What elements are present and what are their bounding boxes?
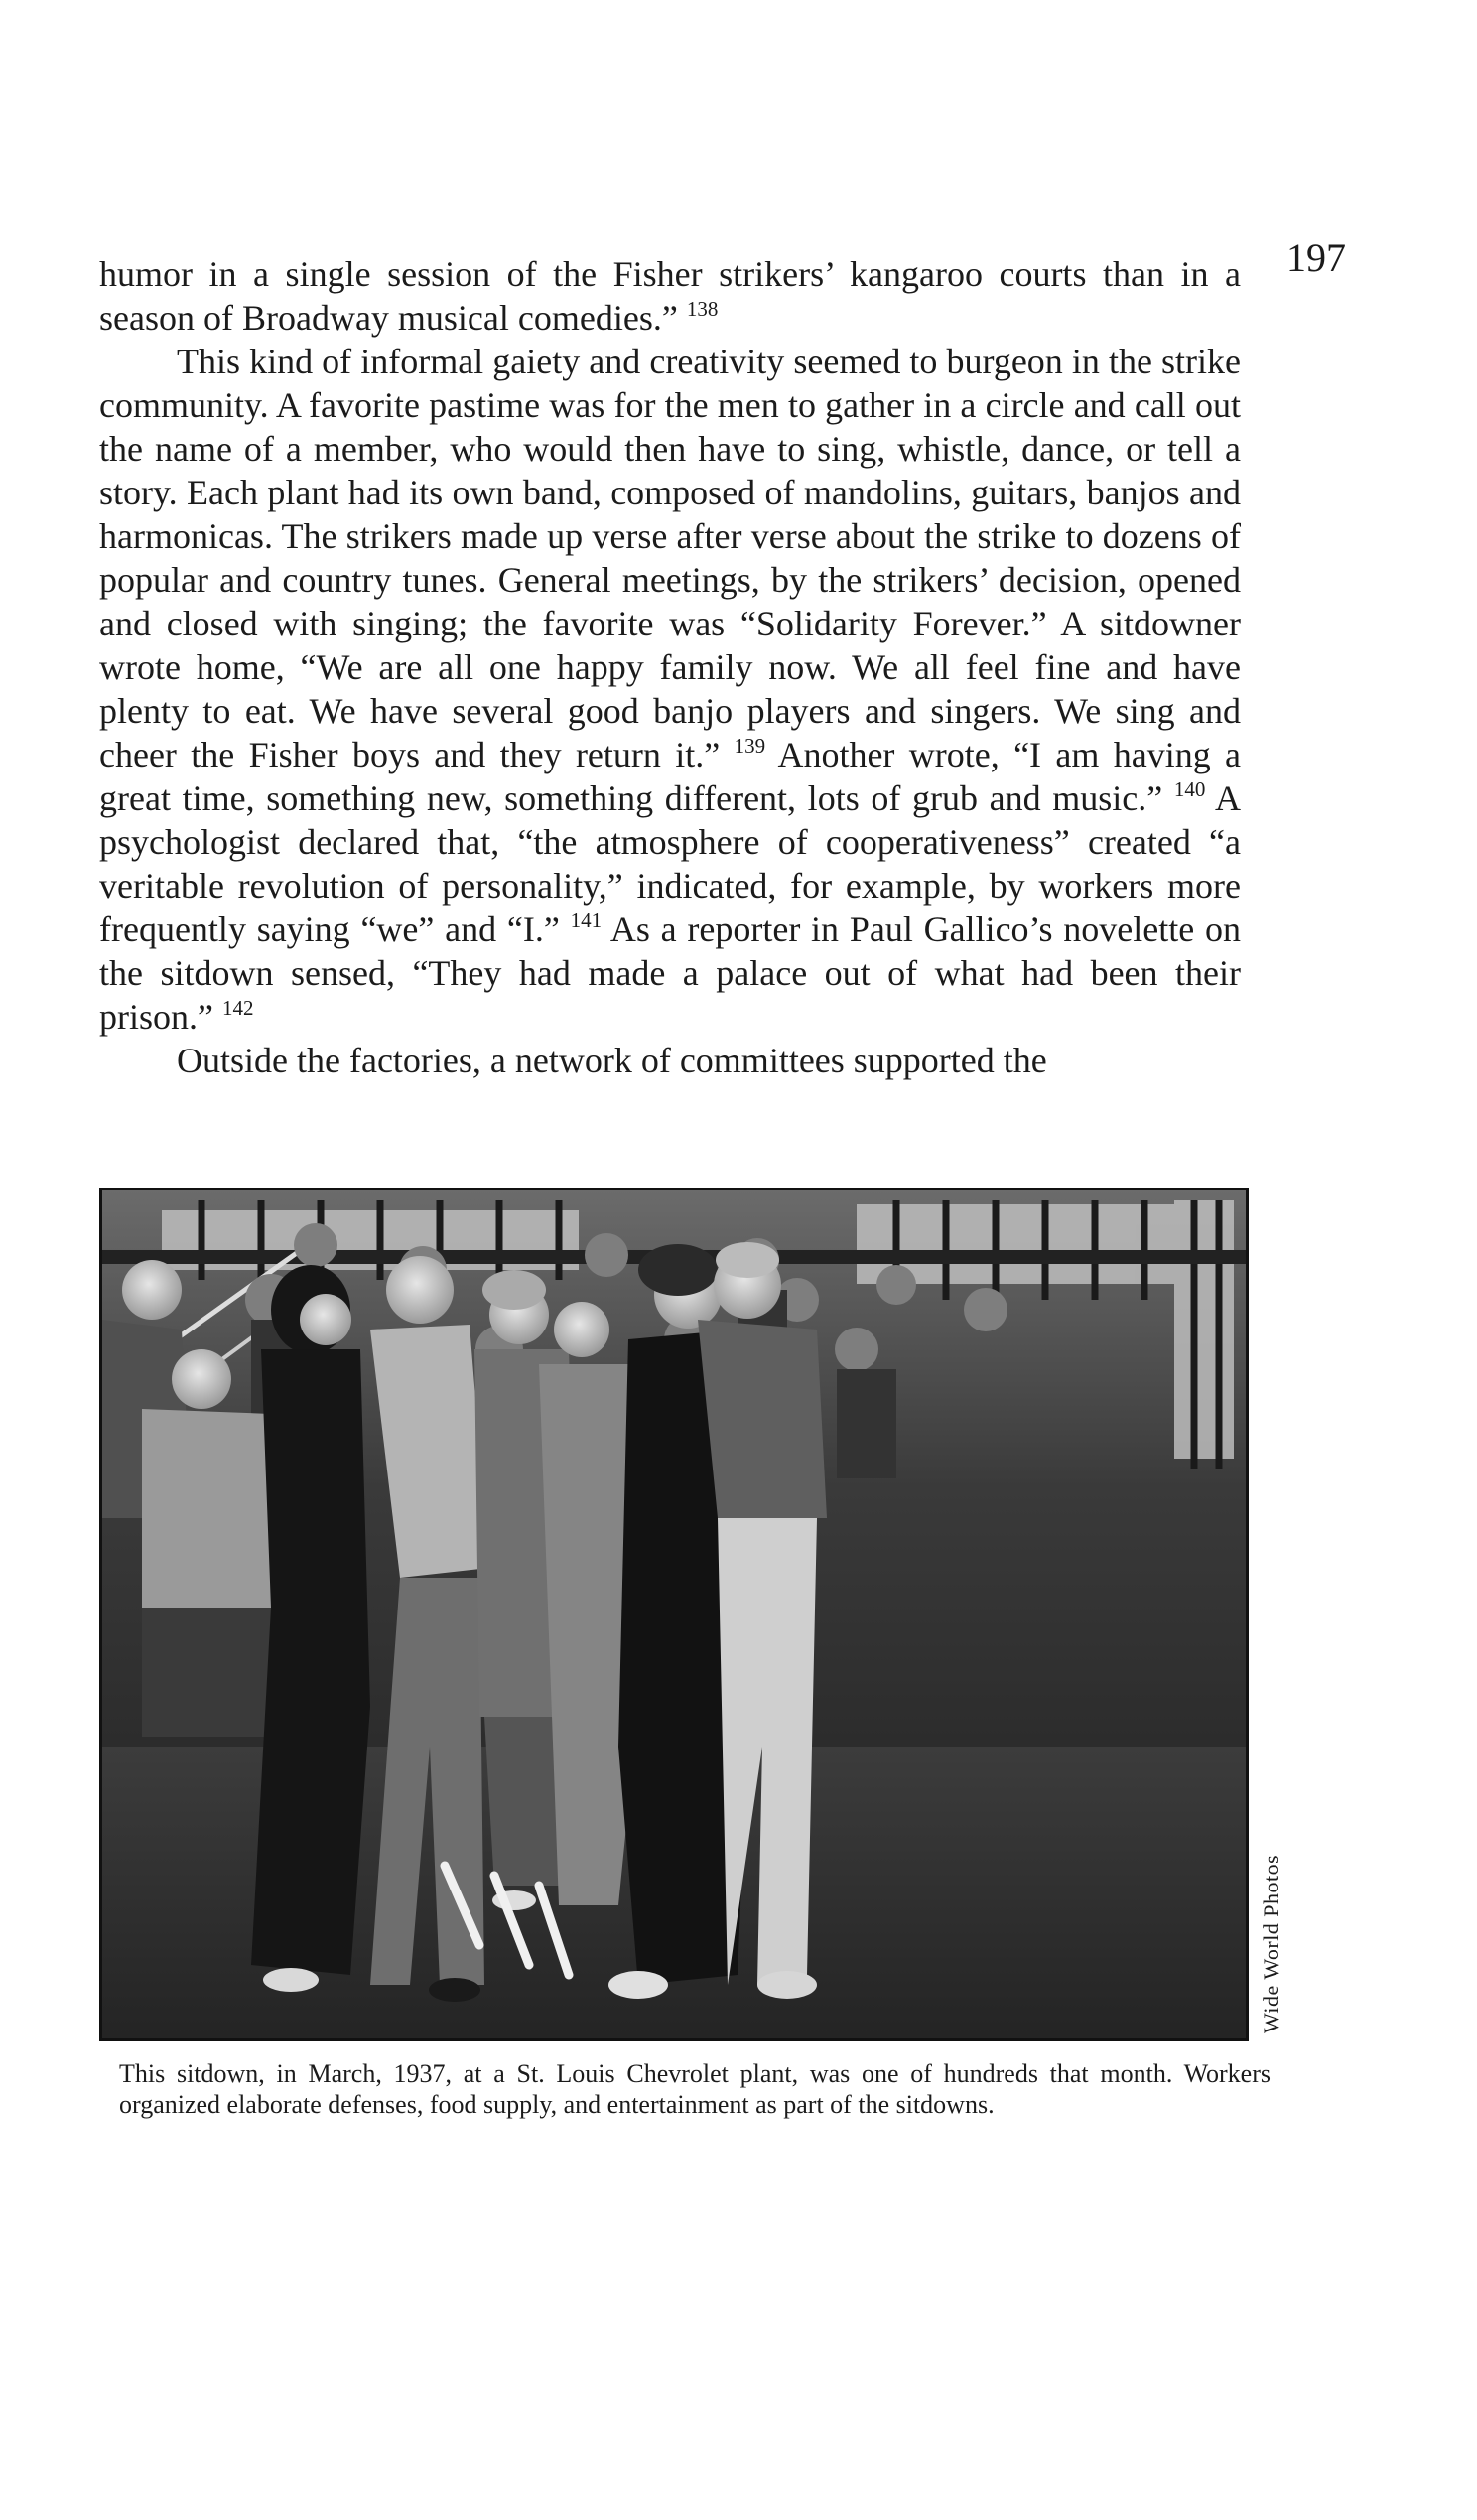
sentence-text: As a reporter in Paul Gallico’s novelette on the sitdown sensed, “They had made a palace out of what had been their prison.” xyxy=(99,910,1242,1037)
footnote-marker: 139 xyxy=(734,734,766,758)
paragraph-outside: Outside the factories, a network of committees supported the xyxy=(177,1041,1047,1080)
footnote-marker: 141 xyxy=(570,909,603,932)
footnote-marker: 138 xyxy=(686,297,719,321)
sentence-text: A psychologist declared that, “the atmosphere of cooperativeness” created “a veritable revolution of personality,” indicated, for example, by workers more frequently saying “we” and “I.” xyxy=(99,778,1242,949)
photo-credit: Wide World Photos xyxy=(1259,1854,1283,2033)
photograph xyxy=(99,1188,1249,2041)
paragraph-gaiety xyxy=(99,340,1241,1039)
figure-caption: This sitdown, in March, 1937, at a St. Louis Chevrolet plant, was one of hundreds that month. Workers organized elaborate defenses, food supply, and entertainment as part of the sitdowns. xyxy=(119,2059,1271,2119)
body-text xyxy=(99,252,1241,1082)
photograph-illustration xyxy=(102,1190,1246,2038)
page-number: 197 xyxy=(1286,235,1346,280)
sentence-text: Another wrote, “I am having a great time, something new, something different, lots of grub and music.” xyxy=(99,735,1242,818)
paragraph-text: humor in a single session of the Fisher strikers’ kangaroo courts than in a season of Broadway musical comedies.” xyxy=(99,254,1241,338)
footnote-marker: 140 xyxy=(1173,777,1206,801)
footnote-marker: 142 xyxy=(221,996,254,1020)
paragraph-continuation xyxy=(99,252,1241,340)
sentence-text: This kind of informal gaiety and creativity seemed to burgeon in the strike community. A favorite pastime was for the men to gather in a circle and call out the name of a member, who would then have to sing, whistle, dance, or tell a story. Each plant had its own band, composed of mandolins, guitars, banjos and harmonicas. The strikers made up verse after verse about the strike to dozens of popular and country tunes. General meetings, by the strikers’ decision, opened and closed with singing; the favorite was “Solidarity Forever.” A sitdowner wrote home, “We are all one happy family now. We all feel fine and have plenty to eat. We have several good banjo players and singers. We sing and cheer the Fisher boys and they return it.” xyxy=(99,342,1241,774)
